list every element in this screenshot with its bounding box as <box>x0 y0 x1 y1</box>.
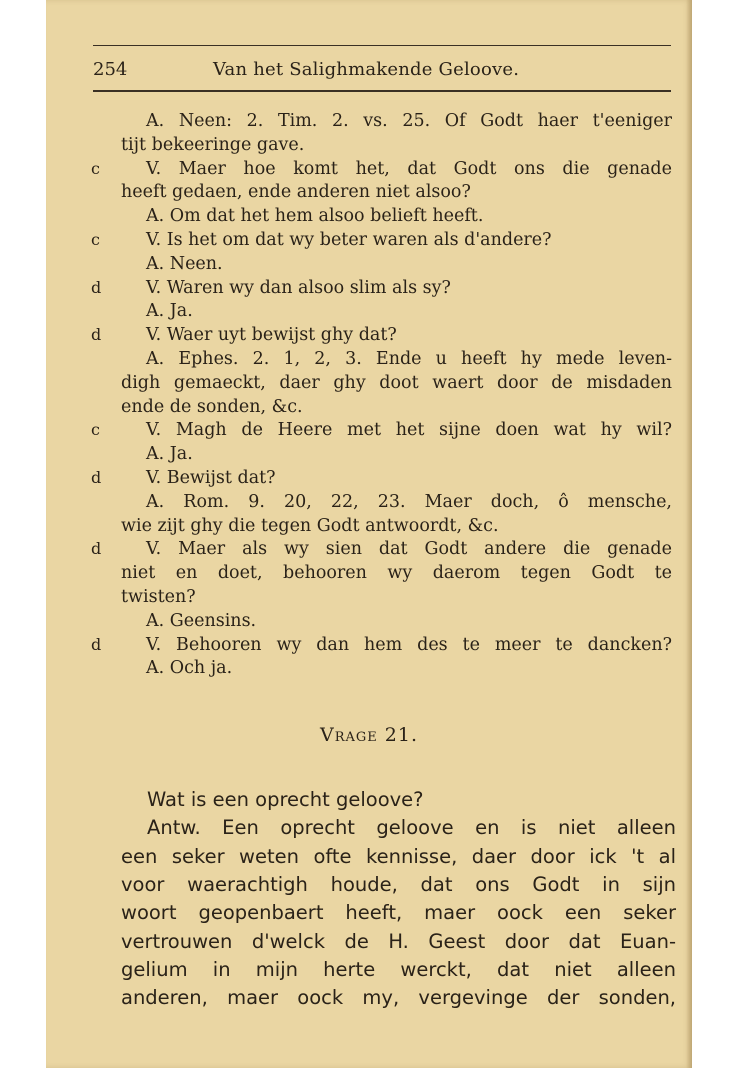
dialogue-line: A. Geensins. <box>146 610 257 631</box>
dialogue-line: A. Ja. <box>146 444 193 465</box>
dialogue-line: A. Ephes. 2. 1, 2, 3. Ende u heeft hy mede leven- <box>146 349 672 369</box>
answer-line: woort geopenbaert heeft, maer oock een seker <box>121 901 676 925</box>
header-bottom-rule <box>93 90 671 92</box>
dialogue-line: twisten? <box>121 587 196 607</box>
dialogue-line: A. Rom. 9. 20, 22, 23. Maer doch, ô mensche, <box>146 491 672 512</box>
dialogue-line: V. Maer als wy sien dat Godt andere die genade <box>146 539 672 560</box>
dialogue-line: V. Maer hoe komt het, dat Godt ons die genade <box>146 158 672 179</box>
margin-marker: d <box>91 277 102 297</box>
margin-marker: c <box>91 230 100 249</box>
margin-marker: c <box>91 158 100 178</box>
dialogue-line: V. Behooren wy dan hem des te meer te dancken? <box>146 634 672 655</box>
dialogue-line: heeft gedaen, ende anderen niet alsoo? <box>121 182 471 203</box>
margin-marker: d <box>91 539 102 559</box>
dialogue-line: tijt bekeeringe gave. <box>121 134 305 155</box>
page-number: 254 <box>93 59 128 80</box>
running-head: Van het Salighmakende Geloove. <box>213 59 520 80</box>
dialogue-line: A. Ja. <box>146 301 193 322</box>
section-heading-text: Vrage 21. <box>319 724 419 746</box>
margin-marker: c <box>91 420 100 440</box>
dialogue-line: A. Neen. <box>146 253 223 274</box>
answer-line: Antw. Een oprecht geloove en is niet alleen <box>147 816 676 840</box>
dialogue-line: A. Neen: 2. Tim. 2. vs. 25. Of Godt haer t'eeniger <box>146 111 672 131</box>
answer-line: een seker weten ofte kennisse, daer door ick 't al <box>121 844 676 868</box>
dialogue-line: V. Waren wy dan alsoo slim als sy? <box>146 277 451 298</box>
dialogue-line: V. Is het om dat wy beter waren als d'andere? <box>146 230 552 250</box>
dialogue-line: A. Om dat het hem alsoo belieft heeft. <box>146 206 484 227</box>
answer-line: vertrouwen d'welck de H. Geest door dat Euan- <box>121 929 676 953</box>
dialogue-line: wie zijt ghy die tegen Godt antwoordt, &c. <box>121 515 499 536</box>
header-top-rule <box>93 45 671 46</box>
dialogue-line: V. Bewijst dat? <box>146 468 276 488</box>
dialogue-line: niet en doet, behooren wy daerom tegen Godt te <box>121 563 672 584</box>
dialogue-line: V. Magh de Heere met het sijne doen wat hy wil? <box>146 420 672 441</box>
answer-line: anderen, maer oock my, vergevinge der sonden, <box>121 986 676 1010</box>
answer-line: Wat is een oprecht geloove? <box>147 788 424 811</box>
dialogue-line: V. Waer uyt bewijst ghy dat? <box>146 325 397 346</box>
margin-marker: d <box>91 325 102 345</box>
dialogue-line: ende de sonden, &c. <box>121 396 303 417</box>
answer-line: voor waerachtigh houde, dat ons Godt in sijn <box>121 872 676 896</box>
section-heading <box>0 724 738 746</box>
dialogue-line: digh gemaeckt, daer ghy doot waert door de misdaden <box>121 372 672 393</box>
margin-marker: d <box>91 634 102 654</box>
answer-line: gelium in mijn herte werckt, dat niet alleen <box>121 957 676 981</box>
margin-marker: d <box>91 468 102 487</box>
dialogue-line: A. Och ja. <box>146 658 233 679</box>
